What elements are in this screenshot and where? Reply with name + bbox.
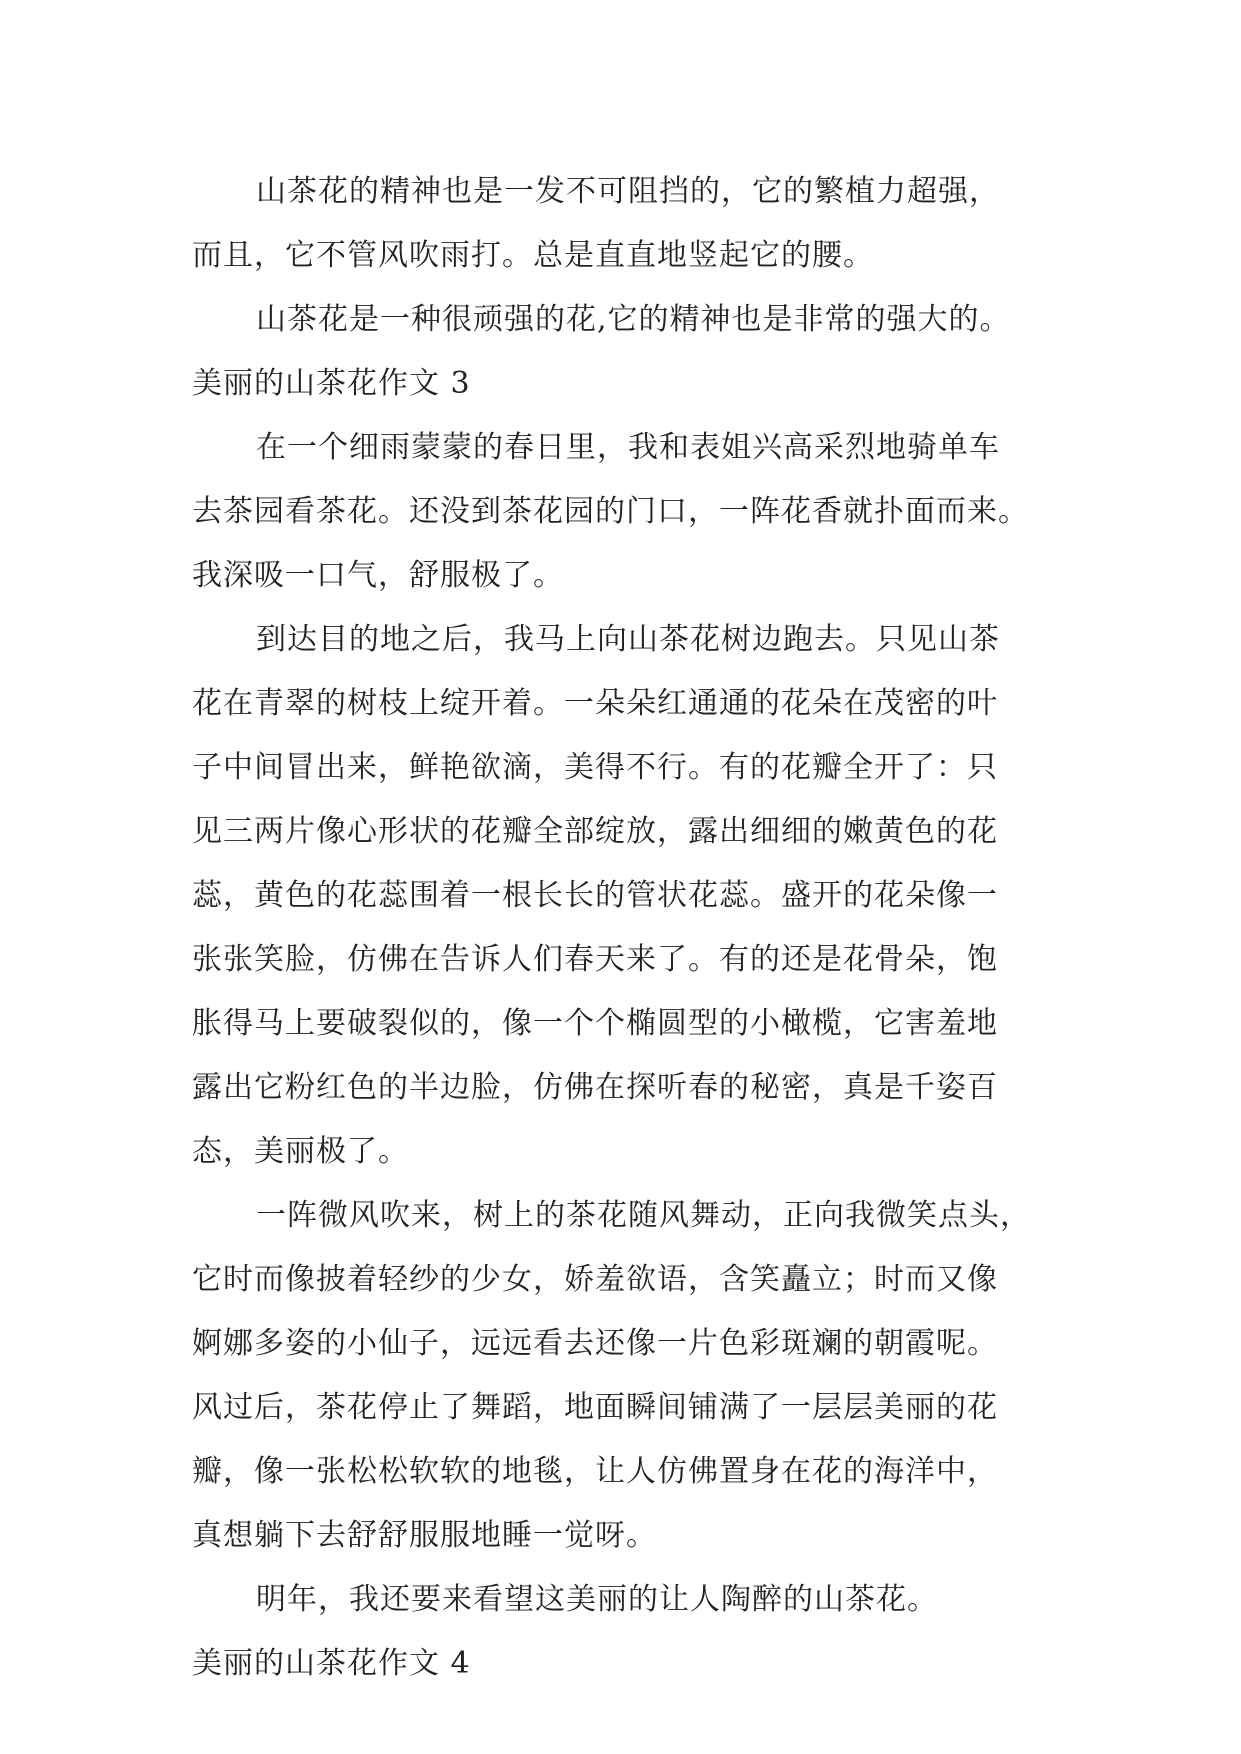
text-line: 风过后，茶花停止了舞蹈，地面瞬间铺满了一层层美丽的花 [192, 1390, 998, 1425]
paragraph [192, 1184, 1092, 1568]
text-line: 态，美丽极了。 [192, 1134, 409, 1169]
text-line: 露出它粉红色的半边脸，仿佛在探听春的秘密，真是千姿百 [192, 1070, 998, 1105]
paragraph [192, 160, 1092, 288]
paragraph [192, 1568, 1092, 1632]
document-page [192, 160, 1092, 1696]
text-line: 明年，我还要来看望这美丽的让人陶醉的山茶花。 [256, 1582, 938, 1617]
section-heading: 美丽的山茶花作文 3 [192, 366, 471, 401]
paragraph [192, 608, 1092, 1184]
text-line: 一阵微风吹来，树上的茶花随风舞动，正向我微笑点头， [256, 1198, 1031, 1233]
text-line: 它时而像披着轻纱的少女，娇羞欲语，含笑矗立；时而又像 [192, 1262, 998, 1297]
text-line: 蕊，黄色的花蕊围着一根长长的管状花蕊。盛开的花朵像一 [192, 878, 998, 913]
text-line: 胀得马上要破裂似的，像一个个椭圆型的小橄榄，它害羞地 [192, 1006, 998, 1041]
text-line: 而且，它不管风吹雨打。总是直直地竖起它的腰。 [192, 238, 874, 273]
text-line: 到达目的地之后，我马上向山茶花树边跑去。只见山茶 [256, 622, 1000, 657]
text-line: 见三两片像心形状的花瓣全部绽放，露出细细的嫩黄色的花 [192, 814, 998, 849]
text-line: 去茶园看茶花。还没到茶花园的门口，一阵花香就扑面而来。 [192, 494, 1029, 529]
text-line: 在一个细雨蒙蒙的春日里，我和表姐兴高采烈地骑单车 [256, 430, 1000, 465]
text-line: 我深吸一口气，舒服极了。 [192, 558, 564, 593]
text-line: 婀娜多姿的小仙子，远远看去还像一片色彩斑斓的朝霞呢。 [192, 1326, 998, 1361]
paragraph [192, 416, 1092, 608]
text-line: 山茶花的精神也是一发不可阻挡的，它的繁植力超强， [256, 174, 1000, 209]
text-line: 真想躺下去舒舒服服地睡一觉呀。 [192, 1518, 657, 1553]
text-line: 张张笑脸，仿佛在告诉人们春天来了。有的还是花骨朵，饱 [192, 942, 998, 977]
text-line: 山茶花是一种很顽强的花,它的精神也是非常的强大的。 [256, 302, 1011, 337]
text-line: 花在青翠的树枝上绽开着。一朵朵红通通的花朵在茂密的叶 [192, 686, 998, 721]
paragraph [192, 288, 1092, 352]
section-heading: 美丽的山茶花作文 4 [192, 1646, 471, 1681]
text-line: 子中间冒出来，鲜艳欲滴，美得不行。有的花瓣全开了：只 [192, 750, 998, 785]
text-line: 瓣，像一张松松软软的地毯，让人仿佛置身在花的海洋中， [192, 1454, 998, 1489]
